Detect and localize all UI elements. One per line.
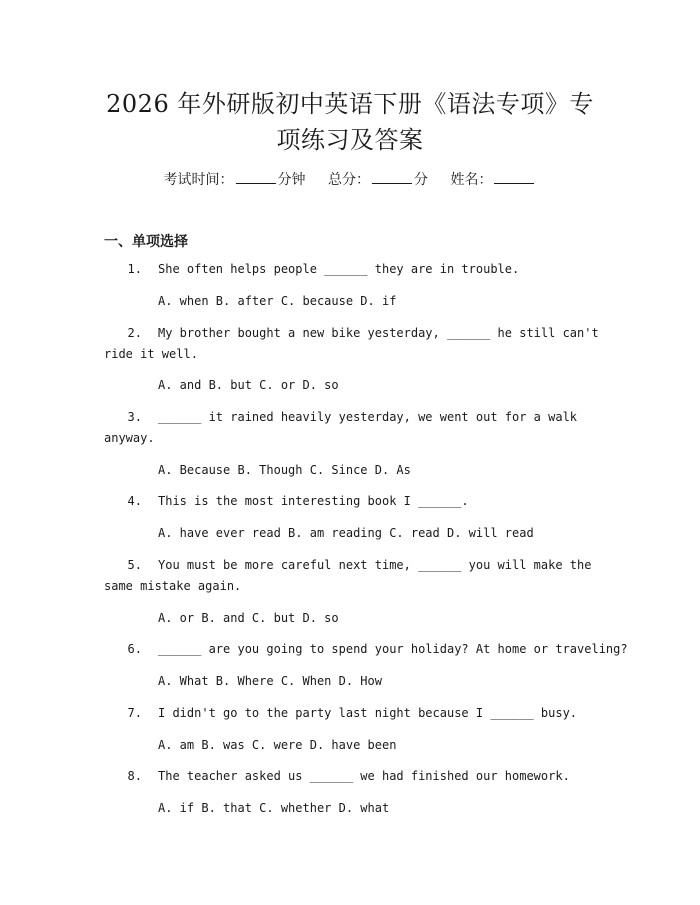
question-text: This is the most interesting book I ______. bbox=[158, 494, 469, 508]
document-title-line-2: 项练习及答案 bbox=[276, 126, 424, 154]
question-number: 6. bbox=[127, 642, 142, 656]
total-score-label: 总分： bbox=[328, 172, 370, 188]
exam-meta-row bbox=[0, 169, 700, 189]
question-number: 3. bbox=[127, 410, 142, 424]
question-4-options: A. have ever read B. am reading C. read D. will read bbox=[158, 526, 534, 540]
exam-time-unit: 分钟 bbox=[277, 172, 306, 188]
question-7 bbox=[104, 703, 609, 724]
question-8-options: A. if B. that C. whether D. what bbox=[158, 801, 390, 815]
question-text: The teacher asked us ______ we had finished our homework. bbox=[158, 769, 570, 783]
question-1-options: A. when B. after C. because D. if bbox=[158, 294, 397, 308]
question-7-options: A. am B. was C. were D. have been bbox=[158, 738, 397, 752]
question-2-options: A. and B. but C. or D. so bbox=[158, 378, 339, 392]
question-4 bbox=[104, 491, 609, 512]
question-3 bbox=[104, 407, 609, 449]
question-6 bbox=[104, 639, 628, 660]
question-1 bbox=[104, 259, 609, 280]
section-heading: 一、单项选择 bbox=[104, 234, 188, 250]
exam-time-field bbox=[164, 169, 306, 189]
question-number: 4. bbox=[127, 494, 142, 508]
student-name-label: 姓名： bbox=[450, 172, 493, 188]
question-text: ______ it rained heavily yesterday, we went out for a walk bbox=[158, 410, 578, 424]
question-text: ______ are you going to spend your holiday? At home or traveling? bbox=[158, 642, 628, 656]
student-name-field bbox=[450, 169, 536, 189]
question-2 bbox=[104, 323, 609, 365]
question-text-continued: same mistake again. bbox=[104, 579, 242, 593]
question-text: I didn't go to the party last night because I ______ busy. bbox=[158, 706, 578, 720]
student-name-blank bbox=[494, 171, 534, 184]
question-text-continued: ride it well. bbox=[104, 347, 198, 361]
question-6-options: A. What B. Where C. When D. How bbox=[158, 674, 382, 688]
question-text: You must be more careful next time, ______ you will make the bbox=[158, 558, 592, 572]
exam-time-blank bbox=[236, 171, 276, 184]
question-text-continued: anyway. bbox=[104, 431, 155, 445]
question-number: 1. bbox=[127, 262, 142, 276]
total-score-blank bbox=[372, 171, 412, 184]
total-score-unit: 分 bbox=[414, 172, 428, 188]
document-title-line-1: 2026 年外研版初中英语下册《语法专项》专 bbox=[106, 90, 594, 118]
question-number: 5. bbox=[127, 558, 142, 572]
question-5 bbox=[104, 555, 609, 597]
question-number: 8. bbox=[127, 769, 142, 783]
total-score-field bbox=[328, 169, 428, 189]
question-3-options: A. Because B. Though C. Since D. As bbox=[158, 463, 411, 477]
exam-time-label: 考试时间： bbox=[163, 172, 234, 188]
question-text: She often helps people ______ they are in trouble. bbox=[158, 262, 520, 276]
question-number: 7. bbox=[127, 706, 142, 720]
question-number: 2. bbox=[127, 326, 142, 340]
question-text: My brother bought a new bike yesterday, ______ he still can't bbox=[158, 326, 599, 340]
question-8 bbox=[104, 766, 609, 787]
question-5-options: A. or B. and C. but D. so bbox=[158, 611, 339, 625]
